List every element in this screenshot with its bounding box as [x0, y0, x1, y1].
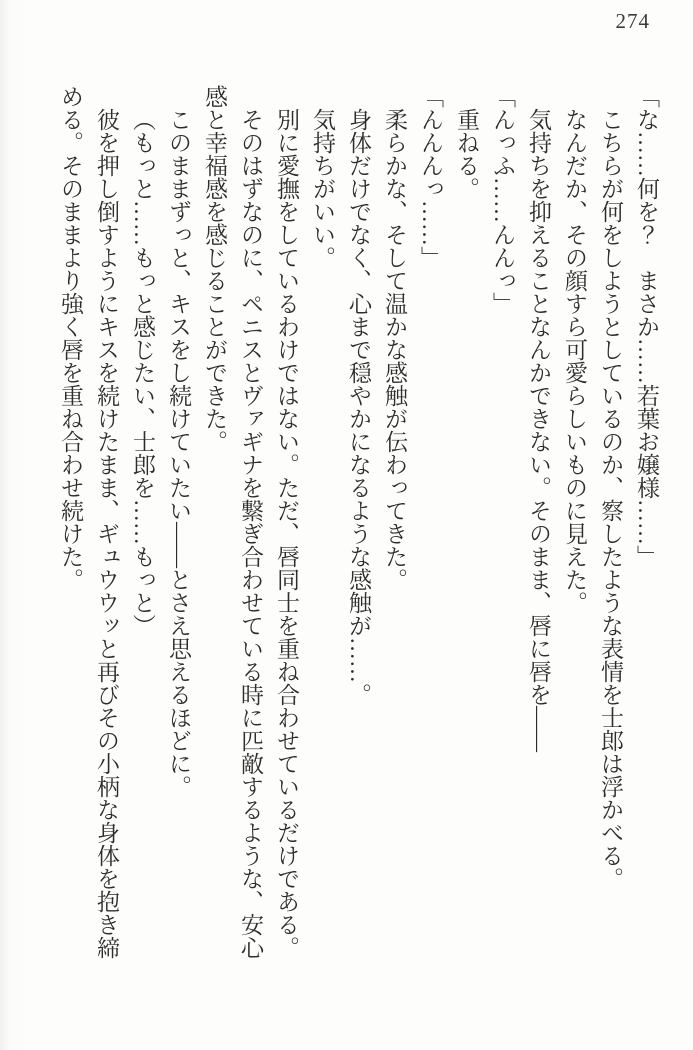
text-line-12: そのはずなのに、ペニスとヴァギナを繋ぎ合わせている時に匹敵するような、安心: [238, 108, 263, 959]
text-line-16: 彼を押し倒すようにキスを続けたまま、ギュウウッと再びその小柄な身体を抱き締: [94, 108, 119, 959]
text-line-11: 別に愛撫をしているわけではない。ただ、唇同士を重ね合わせているだけである。: [274, 108, 299, 959]
text-line-13: 感と幸福感を感じることができた。: [202, 85, 227, 453]
text-line-5: 「んっふ……んんっ」: [490, 85, 515, 315]
text-line-6: 重ねる。: [454, 108, 479, 200]
text-line-17: める。そのままより強く唇を重ね合わせ続けた。: [58, 85, 83, 591]
text-line-3: なんだか、その顔すら可愛らしいものに見えた。: [562, 108, 587, 614]
page-number: 274: [615, 9, 650, 33]
text-line-1: 「な……何を？ まさか……若葉お嬢様……」: [634, 85, 659, 568]
text-line-15: （もっと……もっと感じたい、士郎を……もっと）: [130, 108, 155, 637]
text-line-9: 身体だけでなく、心まで穏やかになるような感触が……。: [346, 108, 371, 706]
text-block: [52, 85, 664, 965]
text-line-14: このままずっと、キスをし続けていたい――とさえ思えるほどに。: [166, 108, 191, 798]
text-line-10: 気持ちがいい。: [310, 108, 335, 269]
text-line-7: 「んんんっ……」: [418, 85, 443, 269]
text-line-2: こちらが何をしようとしているのか、察したような表情を士郎は浮かべる。: [598, 108, 623, 890]
text-line-4: 気持ちを抑えることなんかできない。そのまま、唇に唇を――: [526, 108, 551, 752]
text-line-8: 柔らかな、そして温かな感触が伝わってきた。: [382, 108, 407, 591]
